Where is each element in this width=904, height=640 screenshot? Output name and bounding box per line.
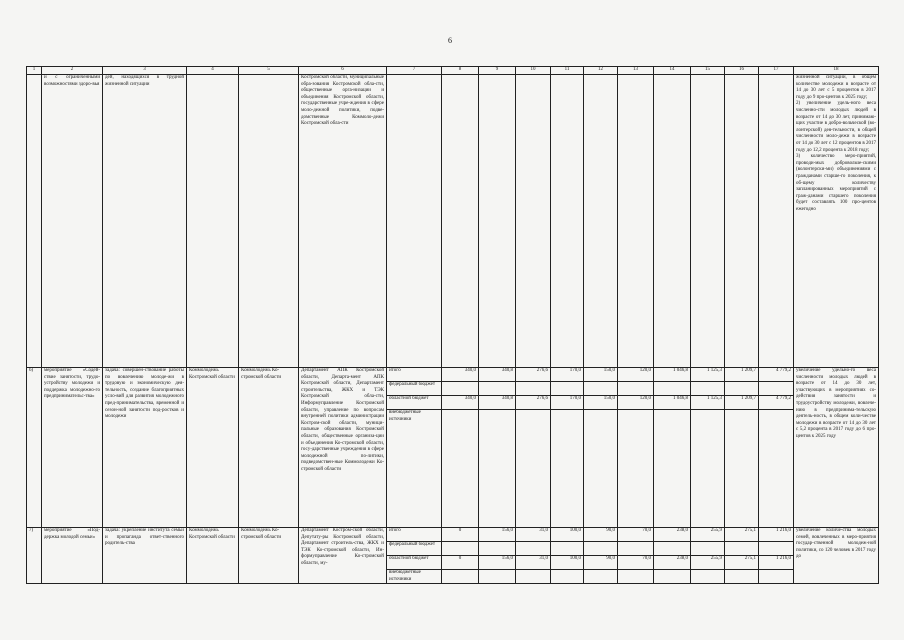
value-cell: 255,9: [691, 528, 725, 542]
header-row: [27, 67, 879, 75]
value-cell: 275,1: [725, 556, 759, 570]
value-cell: 0: [442, 556, 479, 570]
cell-text: задача: укрепление института семьи и пропаганда ответ-ственного родитель-ства: [103, 528, 187, 584]
cell-text: мероприятие «Содей-ствие занятости, трудо-устройству молодежи и поддержка молодежно-го предпринимательс-тва»: [42, 368, 103, 528]
header-cell: 15: [691, 67, 725, 75]
value-cell: 1 046,8: [654, 396, 691, 410]
program-table: [26, 66, 879, 584]
value-cell: 70,0: [618, 556, 654, 570]
value-cell: 238,0: [654, 556, 691, 570]
value-cell: 31,0: [516, 556, 551, 570]
row-number: 6): [27, 368, 42, 528]
page-number: 6: [448, 36, 452, 45]
value-cell: 340,0: [442, 396, 479, 410]
value-cell: 1 216,0: [759, 528, 794, 542]
header-cell: 5: [239, 67, 299, 75]
value-cell: 340,8: [479, 396, 516, 410]
value-cell: 276,6: [516, 396, 551, 410]
cell-text: дей, находящихся в трудной жизненной ситуации: [103, 75, 187, 368]
value-cell: 275,1: [725, 528, 759, 542]
cell-text: Коммолодежь Костромской области: [187, 368, 239, 528]
cell-text: мероприятие «Под-держка молодой семьи»: [42, 528, 103, 584]
value-cell: 4 779,2: [759, 396, 794, 410]
header-cell: 8: [442, 67, 479, 75]
cell-text: Департамент Костром-ской области, Депутату-ры Костромской области, Департамент строитель-ства, ЖКХ и ТЭК Ко-стромской области, Ин-формуправление Ко-стромской области, му-: [299, 528, 387, 584]
value-cell: 340,0: [442, 368, 479, 382]
header-cell: 14: [654, 67, 691, 75]
value-cell: 100,0: [551, 556, 584, 570]
header-cell: 3: [103, 67, 187, 75]
cell-text: Департамент АПК Костромской области, Департа-мент АПК Костромской области, Департамент строительства, ЖКХ и ТЭК Костромской обла-сти, Информуправление Костромской области, управление по вопросам внутренней политики администрации Костром-ской области, муници-пальные образования Костромской области, общественные организа-ции и объединения Ко-стромской области, госу-дарственные учреждения в сфере молодежной по-литики, подведомствен-ные Коммолодежи Ко-стромской области: [299, 368, 387, 528]
value-cell: 100,0: [551, 528, 584, 542]
header-cell: 1: [27, 67, 42, 75]
header-cell: 17: [759, 67, 794, 75]
value-cell: 1 209,7: [725, 368, 759, 382]
source-label: федеральный бюджет: [387, 542, 442, 556]
value-cell: 31,0: [516, 528, 551, 542]
table-row: [27, 75, 879, 368]
source-label: итого: [387, 528, 442, 542]
value-cell: 1 125,3: [691, 396, 725, 410]
value-cell: 1 046,8: [654, 368, 691, 382]
source-label: итого: [387, 368, 442, 382]
cell-text: задача: совершен-ствование работы по вовлечению молоде-жи в трудовую и экономическую дея-тельность, создание благоприятных усло-вий для развития молодежного пред-принимательства, временной и сезон-ной занятости под-ростков и молодежи: [103, 368, 187, 528]
header-cell: 13: [618, 67, 654, 75]
header-cell: 6: [299, 67, 387, 75]
header-cell: 10: [516, 67, 551, 75]
cell-text: и с ограниченными возможностями здоро-вья: [42, 75, 103, 368]
value-cell: 120,0: [618, 368, 654, 382]
header-cell: 16: [725, 67, 759, 75]
source-label: внебюджетные источники: [387, 410, 442, 528]
value-cell: 70,0: [618, 528, 654, 542]
value-cell: 170,0: [551, 396, 584, 410]
table-row: [27, 368, 879, 382]
header-cell: 9: [479, 67, 516, 75]
header-cell: 12: [584, 67, 618, 75]
cell-text: Коммолодежь Костромской области: [187, 528, 239, 584]
source-label: областной бюджет: [387, 396, 442, 410]
value-cell: 150,0: [584, 368, 618, 382]
source-label: областной бюджет: [387, 556, 442, 570]
cell-text: увеличение количе-ства молодых семей, вовлеченных в меро-приятия государ-ственной молодеж-ной политики, со 120 человек в 2017 году до: [794, 528, 879, 584]
row-number: 7): [27, 528, 42, 584]
value-cell: 340,8: [479, 368, 516, 382]
value-cell: 150,0: [584, 396, 618, 410]
value-cell: 238,0: [654, 528, 691, 542]
value-cell: 90,0: [584, 528, 618, 542]
value-cell: 156,0: [479, 556, 516, 570]
cell-text: Костромской области, муниципальные обра-зования Костромской обла-сти, общественные орга-низации и объединения Костромской области, государственные учре-ждения в сфере моло-дежной политики, подве-домственные Коммоло-дежи Костромской обла-сти: [299, 75, 387, 368]
header-cell: 2: [42, 67, 103, 75]
header-cell: 4: [187, 67, 239, 75]
value-cell: 4 779,2: [759, 368, 794, 382]
header-cell: 11: [551, 67, 584, 75]
value-cell: 0: [442, 528, 479, 542]
cell-text: жизненной ситуации, в общем количестве молодежи в возрасте от 14 до 30 лет с 5 процентов в 2017 году до 9 про-центов к 2025 году; 2) увеличение удель-ного веса численно-сти молодых людей в возрасте от 14 до 30 лет, принимаю-щих участие в добро-вольческой (во-лонтерской) дея-тельности, в общей численности моло-дежи в возрасте от 14 до 30 лет с 12 процентов в 2017 году до 12,2 процента к 2018 году; 3) количество меро-приятий, проводи-мых добровольче-скими (волонтерски-ми) объединениями с гражданами старше-го поколения, к об-щему количеству запланированных мероприятий с граж-данами старшего поколения будет составлять 100 про-центов ежегодно: [794, 75, 879, 368]
value-cell: 1 125,3: [691, 368, 725, 382]
value-cell: 90,0: [584, 556, 618, 570]
cell-text: увеличение удельно-го веса численности молодых людей в возрасте от 14 до 30 лет, участвующих в мероприятиях со-действия занятости и трудоустройству молодежи, вовлече-нию в предпринима-тельскую деятель-ность, в общем коли-честве молодежи в возрасте от 14 до 30 лет с 5,2 процента в 2017 году до 6 про-центов к 2025 году: [794, 368, 879, 528]
value-cell: 170,0: [551, 368, 584, 382]
header-cell: 7: [387, 67, 442, 75]
value-cell: 156,0: [479, 528, 516, 542]
value-cell: 1 216,0: [759, 556, 794, 570]
source-label: внебюджетные источники: [387, 570, 442, 584]
cell-text: Коммолодежь Ко-стромской области: [239, 368, 299, 528]
source-label: федеральный бюджет: [387, 382, 442, 396]
value-cell: 276,6: [516, 368, 551, 382]
value-cell: 255,9: [691, 556, 725, 570]
table-row: [27, 528, 879, 542]
cell-text: Коммолодежь Ко-стромской области: [239, 528, 299, 584]
value-cell: 1 209,7: [725, 396, 759, 410]
value-cell: 120,0: [618, 396, 654, 410]
header-cell: 18: [794, 67, 879, 75]
